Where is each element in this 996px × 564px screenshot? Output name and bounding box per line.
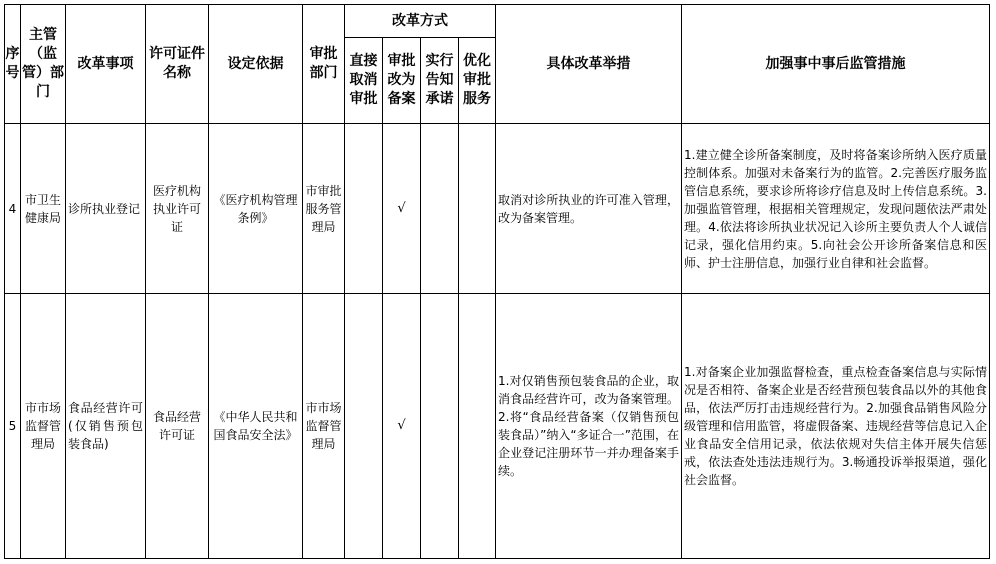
cell-item: 食品经营许可(仅销售预包装食品) xyxy=(66,294,146,559)
cell-mode-record: √ xyxy=(383,294,421,559)
cell-mode-optimize xyxy=(459,294,496,559)
cell-seq: 4 xyxy=(5,124,21,294)
header-approval-dept: 审批部门 xyxy=(303,5,345,124)
header-mode-notify: 实行告知承诺 xyxy=(421,38,459,124)
header-measures: 具体改革举措 xyxy=(496,5,682,124)
cell-approval-dept: 市审批服务管理局 xyxy=(303,124,345,294)
header-supervision: 加强事中事后监管措施 xyxy=(682,5,990,124)
header-basis: 设定依据 xyxy=(209,5,303,124)
cell-basis: 《中华人民共和国食品安全法》 xyxy=(209,294,303,559)
cell-mode-cancel xyxy=(345,294,383,559)
cell-item: 诊所执业登记 xyxy=(66,124,146,294)
header-permit: 许可证件名称 xyxy=(146,5,209,124)
table-row xyxy=(5,124,990,294)
cell-seq: 5 xyxy=(5,294,21,559)
table-row xyxy=(5,294,990,559)
cell-supervision: 1.建立健全诊所备案制度，及时将备案诊所纳入医疗质量控制体系。加强对未备案行为的监管。2.完善医疗服务监管信息系统，要求诊所将诊疗信息及时上传信息系统。3.加强监管管理，根据相关管理规定，发现问题依法严肃处理。4.依法将诊所执业状况记入诊所主要负责人个人诚信记录，强化信用约束。5.向社会公开诊所备案信息和医师、护士注册信息，加强行业自律和社会监督。 xyxy=(682,124,990,294)
cell-mode-optimize xyxy=(459,124,496,294)
cell-mode-notify xyxy=(421,294,459,559)
header-dept: 主管（监管）部门 xyxy=(21,5,66,124)
cell-approval-dept: 市市场监督管理局 xyxy=(303,294,345,559)
cell-dept: 市卫生健康局 xyxy=(21,124,66,294)
cell-permit: 医疗机构执业许可证 xyxy=(146,124,209,294)
cell-mode-cancel xyxy=(345,124,383,294)
cell-measures: 1.对仅销售预包装食品的企业，取消食品经营许可，改为备案管理。2.将“食品经营备案（仅销售预包装食品）”纳入“多证合一”范围，在企业登记注册环节一并办理备案手续。 xyxy=(496,294,682,559)
reform-table xyxy=(4,4,990,559)
cell-mode-notify xyxy=(421,124,459,294)
cell-permit: 食品经营许可证 xyxy=(146,294,209,559)
header-mode-record: 审批改为备案 xyxy=(383,38,421,124)
cell-supervision: 1.对备案企业加强监督检查，重点检查备案信息与实际情况是否相符、备案企业是否经营预包装食品以外的其他食品，依法严厉打击违规经营行为。2.加强食品销售风险分级管理和信用监管，将虚假备案、违规经营等信息记入企业食品安全信用记录，依法依规对失信主体开展失信惩戒，依法查处违法违规行为。3.畅通投诉举报渠道，强化社会监督。 xyxy=(682,294,990,559)
cell-basis: 《医疗机构管理条例》 xyxy=(209,124,303,294)
cell-dept: 市市场监督管理局 xyxy=(21,294,66,559)
cell-measures: 取消对诊所执业的许可准入管理，改为备案管理。 xyxy=(496,124,682,294)
header-item: 改革事项 xyxy=(66,5,146,124)
header-mode-group: 改革方式 xyxy=(345,5,496,38)
header-seq: 序号 xyxy=(5,5,21,124)
cell-mode-record: √ xyxy=(383,124,421,294)
header-mode-cancel: 直接取消审批 xyxy=(345,38,383,124)
header-mode-optimize: 优化审批服务 xyxy=(459,38,496,124)
